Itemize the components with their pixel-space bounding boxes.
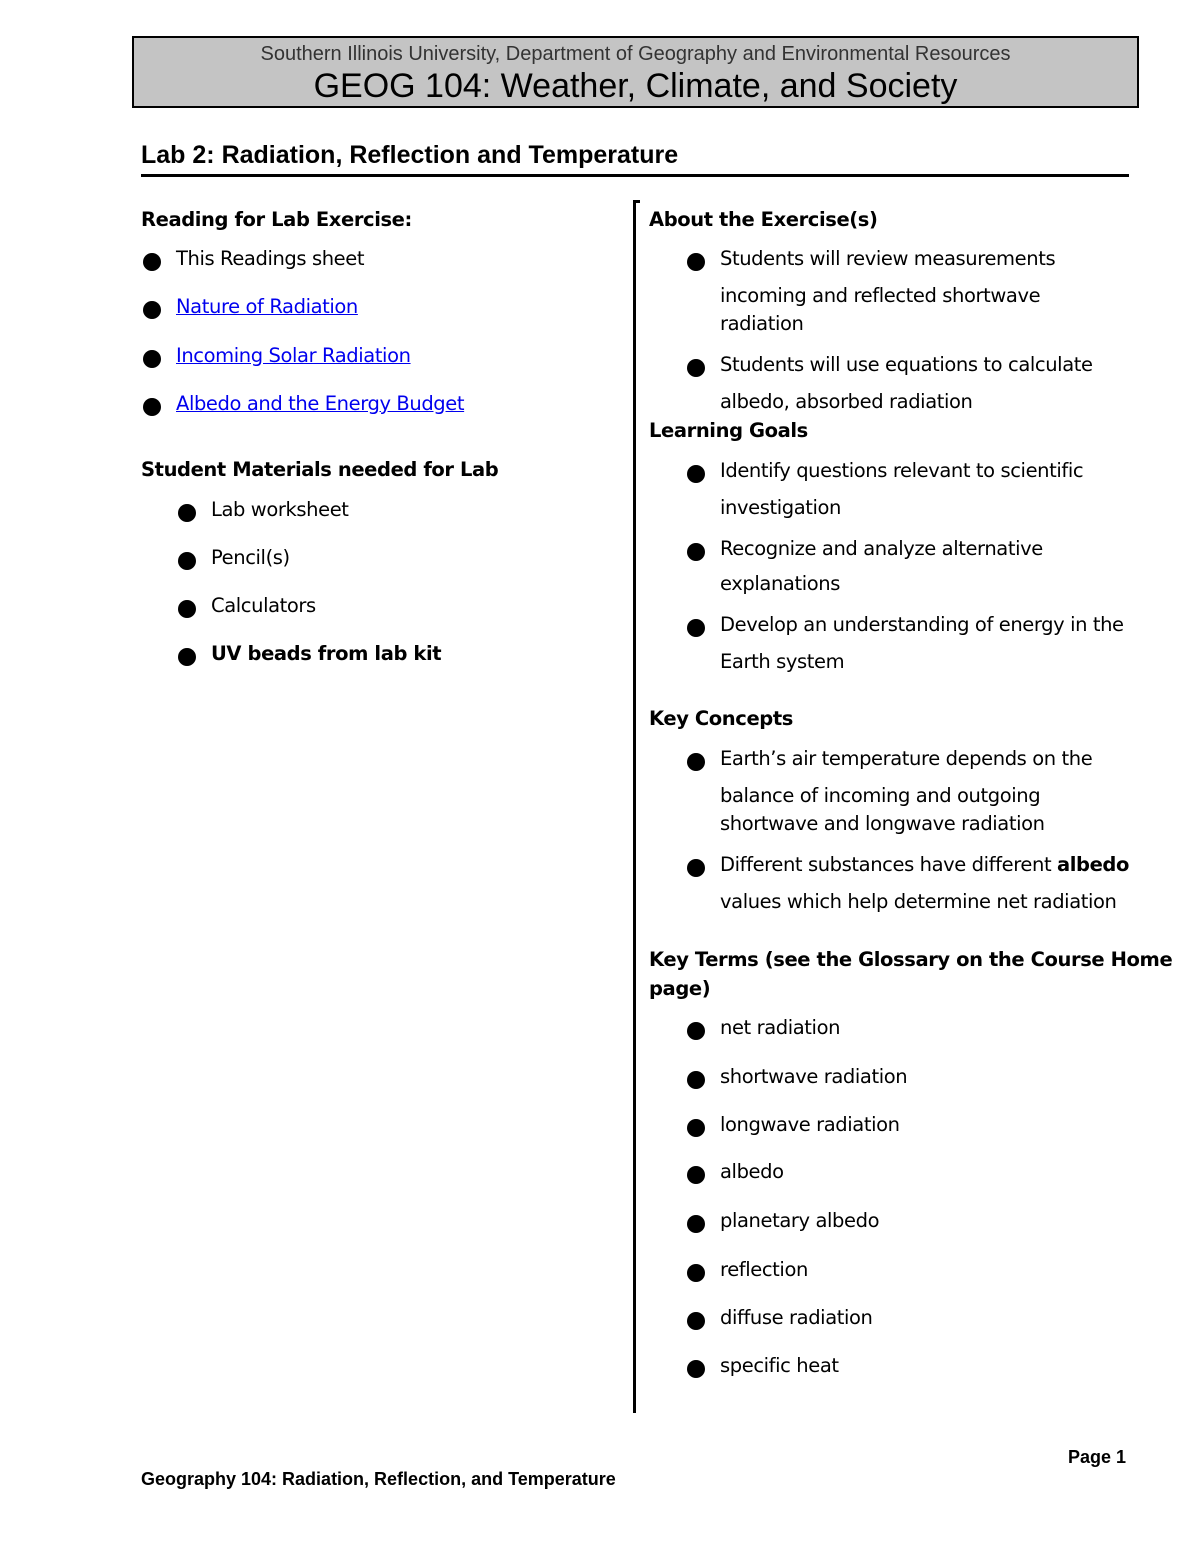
goal-line: investigation	[720, 496, 842, 519]
bullet-icon	[178, 600, 196, 618]
title-rule	[141, 174, 1129, 177]
goal-line: Recognize and analyze alternative	[720, 537, 1043, 560]
bullet-icon	[687, 859, 705, 877]
bullet-icon	[687, 253, 705, 271]
material-item: Lab worksheet	[211, 498, 349, 521]
bullet-icon	[687, 619, 705, 637]
key-term: specific heat	[720, 1354, 839, 1377]
bullet-icon	[687, 465, 705, 483]
concept-line: values which help determine net radiation	[720, 890, 1117, 913]
key-term: diffuse radiation	[720, 1306, 873, 1329]
lab-title: Lab 2: Radiation, Reflection and Temperature	[141, 141, 679, 169]
about-item-line: incoming and reflected shortwave	[720, 284, 1041, 307]
concept-line: balance of incoming and outgoing	[720, 784, 1041, 807]
course-title: GEOG 104: Weather, Climate, and Society	[313, 67, 958, 105]
key-concepts-heading: Key Concepts	[649, 707, 793, 730]
bullet-icon	[687, 753, 705, 771]
learning-goals-heading: Learning Goals	[649, 419, 808, 442]
goal-line: Develop an understanding of energy in the	[720, 613, 1124, 636]
footer-title: Geography 104: Radiation, Reflection, and Temperature	[141, 1469, 616, 1489]
material-item: Pencil(s)	[211, 546, 290, 569]
reading-link-albedo-energy-budget[interactable]: Albedo and the Energy Budget	[176, 392, 465, 415]
bullet-icon	[687, 543, 705, 561]
bullet-icon	[178, 504, 196, 522]
key-term: shortwave radiation	[720, 1065, 908, 1088]
concept-line: shortwave and longwave radiation	[720, 812, 1045, 835]
bullet-icon	[143, 301, 161, 319]
bullet-icon	[178, 648, 196, 666]
page-number: Page 1	[1068, 1447, 1127, 1467]
reading-link-nature-of-radiation[interactable]: Nature of Radiation	[176, 295, 358, 318]
bullet-icon	[143, 398, 161, 416]
bullet-icon	[687, 1071, 705, 1089]
concept-line: Earth’s air temperature depends on the	[720, 747, 1093, 770]
reading-link-incoming-solar-radiation[interactable]: Incoming Solar Radiation	[176, 344, 411, 367]
about-item-line: Students will use equations to calculate	[720, 353, 1093, 376]
key-terms-heading-cont: page)	[649, 977, 711, 1000]
bullet-icon	[687, 1215, 705, 1233]
institution-name: Southern Illinois University, Department of Geography and Environmental Resources	[260, 43, 1011, 65]
course-header	[132, 36, 1139, 108]
concept-text: Different substances have different	[720, 853, 1057, 876]
bullet-icon	[687, 1360, 705, 1378]
goal-line: Earth system	[720, 650, 845, 673]
key-term: longwave radiation	[720, 1113, 900, 1136]
albedo-emphasis: albedo	[1057, 853, 1129, 876]
materials-heading: Student Materials needed for Lab	[141, 458, 499, 481]
about-heading: About the Exercise(s)	[649, 208, 878, 231]
column-divider-tick	[633, 200, 640, 203]
bullet-icon	[687, 359, 705, 377]
bullet-icon	[687, 1022, 705, 1040]
reading-item: This Readings sheet	[176, 247, 365, 270]
key-term: reflection	[720, 1258, 808, 1281]
bullet-icon	[687, 1312, 705, 1330]
bullet-icon	[143, 253, 161, 271]
bullet-icon	[178, 552, 196, 570]
column-divider	[633, 200, 636, 1413]
bullet-icon	[143, 350, 161, 368]
about-item-line: radiation	[720, 312, 804, 335]
goal-line: explanations	[720, 572, 840, 595]
reading-heading: Reading for Lab Exercise:	[141, 208, 412, 231]
key-term: albedo	[720, 1160, 784, 1183]
bullet-icon	[687, 1166, 705, 1184]
material-item: UV beads from lab kit	[211, 642, 442, 665]
material-item: Calculators	[211, 594, 316, 617]
key-term: net radiation	[720, 1016, 841, 1039]
about-item-line: albedo, absorbed radiation	[720, 390, 973, 413]
goal-line: Identify questions relevant to scientific	[720, 459, 1084, 482]
bullet-icon	[687, 1264, 705, 1282]
concept-line	[720, 853, 1129, 876]
key-terms-heading: Key Terms (see the Glossary on the Course Home	[649, 948, 1173, 971]
key-term: planetary albedo	[720, 1209, 880, 1232]
about-item-line: Students will review measurements	[720, 247, 1056, 270]
bullet-icon	[687, 1119, 705, 1137]
